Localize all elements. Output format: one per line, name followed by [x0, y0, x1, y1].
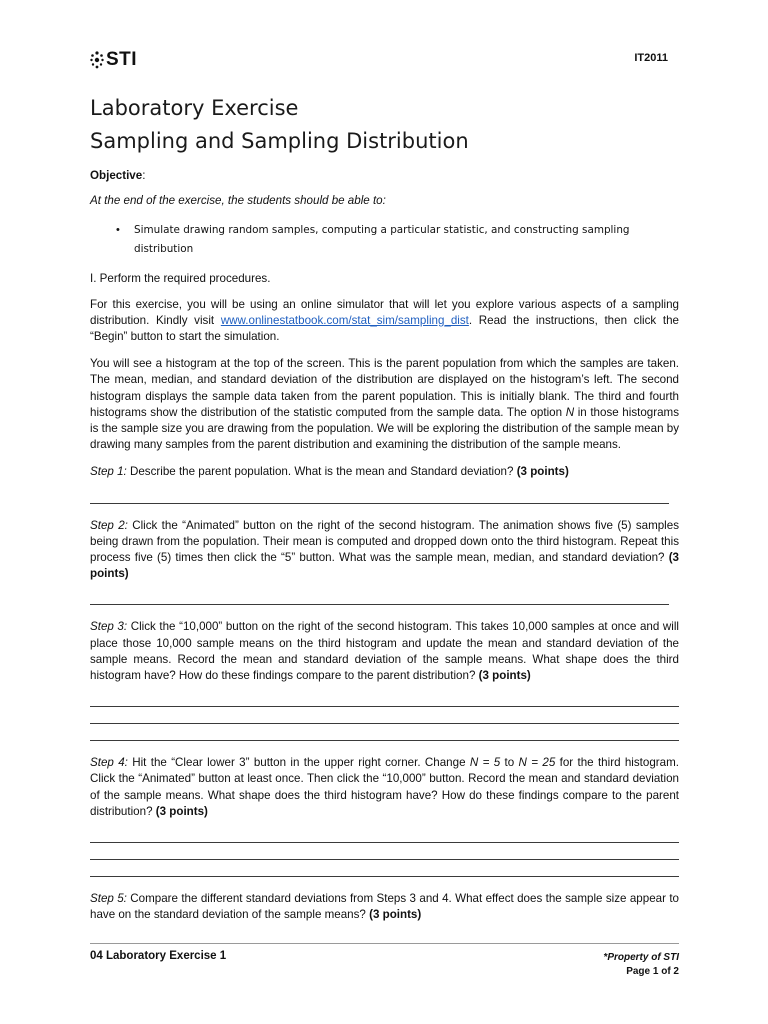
answer-line	[90, 592, 669, 605]
step-1-answer-lines	[90, 491, 679, 504]
document-body	[90, 168, 679, 933]
answer-line	[90, 864, 679, 877]
step-4	[90, 755, 679, 820]
step-1-points: (3 points)	[516, 465, 569, 479]
step-5	[90, 891, 679, 923]
step-4-answer-lines	[90, 830, 679, 877]
page-number: Page 1 of 2	[626, 966, 679, 977]
step-4-label: Step 4:	[90, 756, 128, 770]
title-line-1: Laboratory Exercise	[90, 96, 299, 120]
step-2-text: Click the “Animated” button on the right of the second histogram. The animation shows five (5) samples being drawn from the population. Their mean is computed and dropped down onto the third histogram. Repeat this process five (5) times then click the “5” button. What was the sample mean, median, and standard deviation?	[90, 518, 679, 565]
document-code: IT2011	[634, 52, 668, 64]
step-5-label: Step 5:	[90, 892, 127, 906]
step-4-to: to	[500, 756, 519, 770]
step-3-text: Click the “10,000” button on the right of the second histogram. This takes 10,000 samples at once and will place those 10,000 sample means on the third histogram and update the mean and standard deviation of the sample means. Record the mean and standard deviation of the sample means. What shape does the third histogram have? How do these findings compare to the parent distribution?	[90, 620, 679, 683]
sti-logo-mark-icon	[90, 51, 104, 69]
objective-heading	[90, 168, 679, 184]
option-n: N	[565, 405, 575, 419]
objective-label: Objective	[90, 169, 143, 182]
step-4-text-b: for the third histogram. Click the “Animated” button at least once. Then click the “10,000” button. Record the mean and standard deviation of the sample means. What shape does the third histogram have? How do these findings compare to the parent distribution?	[90, 756, 679, 818]
step-1-text: Describe the parent population. What is the mean and Standard deviation?	[126, 465, 517, 479]
intro-text-a: For this exercise, you will be using an online simulator that will let you explore various aspects of a sampling distribution. Kindly visit	[90, 297, 679, 327]
footer-title: 04 Laboratory Exercise 1	[90, 950, 227, 962]
step-2-label: Step 2:	[90, 518, 128, 532]
property-notice: *Property of STI	[603, 952, 679, 963]
section-heading: I. Perform the required procedures.	[90, 272, 271, 286]
histogram-text-b: in those histograms is the sample size you are drawing from the population. We will be exploring the distribution of the sample mean by drawing many samples from the parent distribution and examining the distribution of the sample means.	[90, 405, 679, 452]
step-3-label: Step 3:	[90, 620, 128, 634]
bullet-icon: •	[116, 224, 120, 237]
step-3-points: (3 points)	[478, 669, 531, 683]
step-5-points: (3 points)	[369, 908, 422, 922]
footer-info	[603, 951, 679, 979]
answer-line	[90, 694, 679, 707]
step-3	[90, 619, 679, 684]
title-line-2: Sampling and Sampling Distribution	[90, 129, 469, 153]
step-2	[90, 518, 679, 583]
intro-text-b: . Read the instructions, then click the “Begin” button to start the simulation.	[90, 313, 679, 344]
answer-line	[90, 830, 679, 843]
histogram-text-a: You will see a histogram at the top of the screen. This is the parent population from which the samples are taken. The mean, median, and standard deviation of the distribution are displayed on the histogram’s left. The second histogram displays the sample data taken from the parent population. This is initially blank. The third and fourth histograms show the distribution of the statistic computed from the sample data. The option	[90, 357, 679, 419]
answer-line	[90, 847, 679, 860]
objective-bullet-text: Simulate drawing random samples, computing a particular statistic, and constructing sampling distribution	[134, 224, 630, 256]
objective-bullet	[116, 221, 679, 259]
step-1	[90, 464, 679, 480]
answer-line	[90, 711, 679, 724]
objective-intro: At the end of the exercise, the students should be able to:	[90, 194, 386, 208]
histogram-paragraph	[90, 356, 679, 453]
sti-logo	[90, 50, 137, 70]
step-2-points: (3 points)	[90, 551, 679, 581]
answer-line	[90, 728, 679, 741]
logo-text: STI	[106, 49, 138, 70]
footer-divider	[90, 943, 679, 944]
intro-paragraph	[90, 297, 679, 346]
objective-colon: :	[142, 169, 146, 182]
step-4-n5: N = 5	[469, 756, 501, 770]
simulator-link[interactable]: www.onlinestatbook.com/stat_sim/sampling_dist	[220, 313, 469, 327]
step-4-n25: N = 25	[518, 756, 556, 770]
step-4-text-a: Hit the “Clear lower 3” button in the upper right corner. Change	[127, 756, 470, 770]
step-4-points: (3 points)	[155, 804, 208, 818]
step-2-answer-lines	[90, 592, 679, 605]
step-3-answer-lines	[90, 694, 679, 741]
step-1-label: Step 1:	[90, 465, 127, 479]
page-title	[90, 92, 469, 158]
answer-line	[90, 491, 669, 504]
step-5-text: Compare the different standard deviations from Steps 3 and 4. What effect does the sample size appear to have on the standard deviation of the sample means?	[90, 892, 679, 922]
